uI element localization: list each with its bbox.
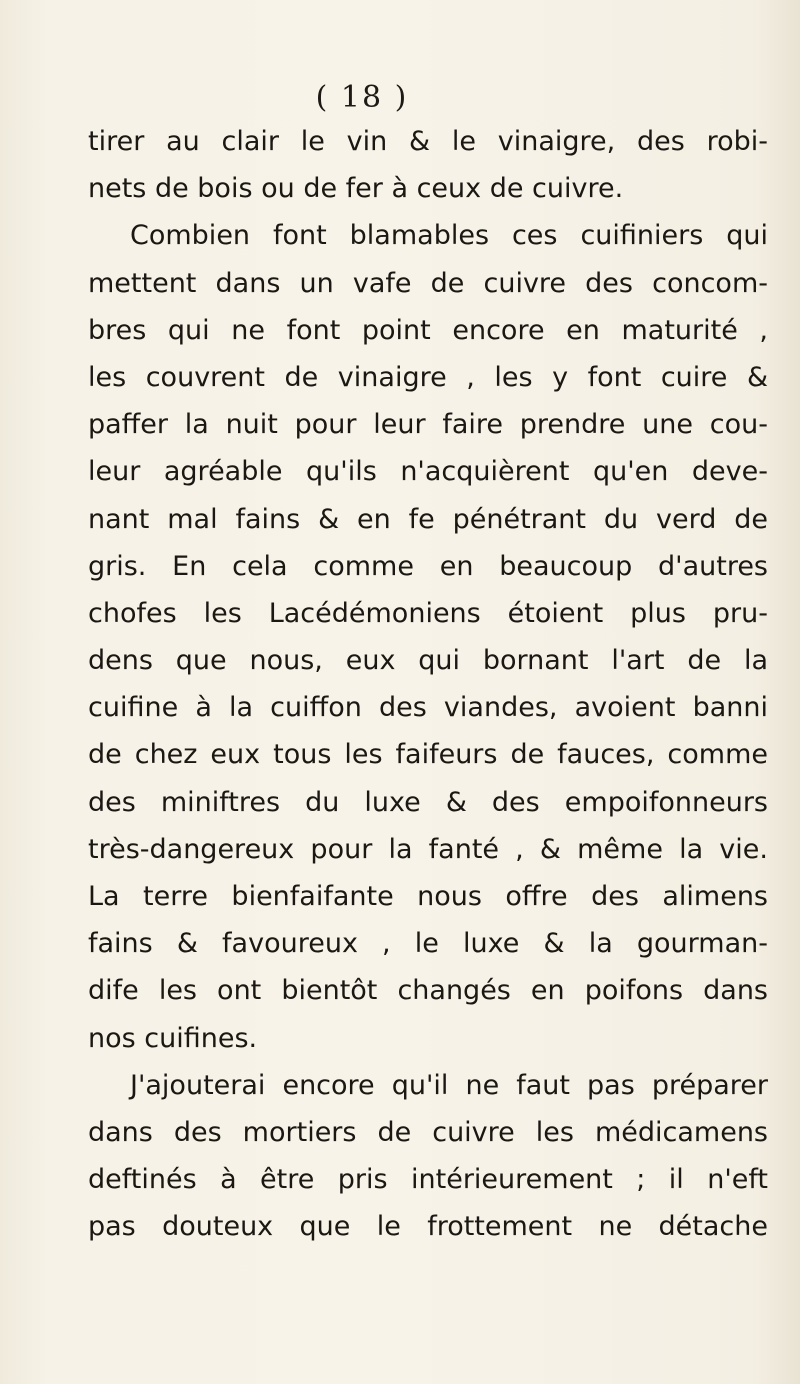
text-line: leur agréable qu'ils n'acquièrent qu'en deve- — [88, 456, 768, 488]
text-line: dife les ont bientôt changés en poifons dans — [88, 975, 768, 1007]
text-line: gris. En cela comme en beaucoup d'autres — [88, 550, 768, 582]
text-line: dens que nous, eux qui bornant l'art de la — [88, 645, 768, 677]
text-line: les couvrent de vinaigre , les y font cuire & — [88, 361, 768, 393]
text-line: chofes les Lacédémoniens étoient plus pru- — [88, 597, 768, 629]
text-line: bres qui ne font point encore en maturité , — [88, 314, 768, 346]
text-line: paffer la nuit pour leur faire prendre une cou- — [88, 409, 768, 441]
text-line: fains & favoureux , le luxe & la gourman- — [88, 928, 768, 960]
text-line: de chez eux tous les faifeurs de fauces, comme — [88, 739, 768, 771]
text-line: mettent dans un vafe de cuivre des concom- — [88, 267, 768, 299]
text-line: J'ajouterai encore qu'il ne faut pas préparer — [130, 1069, 768, 1101]
page-number: ( 18 ) — [315, 80, 409, 115]
text-line: tirer au clair le vin & le vinaigre, des robi- — [88, 126, 768, 157]
text-line: deftinés à être pris intérieurement ; il n'eft — [88, 1164, 768, 1196]
text-line: nant mal fains & en fe pénétrant du verd de — [88, 503, 768, 535]
text-line: pas douteux que le frottement ne détache — [88, 1211, 768, 1243]
text-line: Combien font blamables ces cuifiniers qui — [130, 220, 768, 252]
text-line: dans des mortiers de cuivre les médicamens — [88, 1116, 768, 1148]
text-line: nos cuifines. — [88, 1022, 258, 1054]
body-text — [88, 118, 768, 1251]
text-line: La terre bienfaifante nous offre des alimens — [88, 881, 768, 912]
text-line: des miniftres du luxe & des empoifonneurs — [88, 786, 768, 818]
text-line: très-dangereux pour la fanté , & même la vie. — [88, 833, 768, 865]
text-line: cuifine à la cuiffon des viandes, avoient banni — [88, 692, 768, 724]
text-line: nets de bois ou de fer à ceux de cuivre. — [88, 173, 624, 205]
